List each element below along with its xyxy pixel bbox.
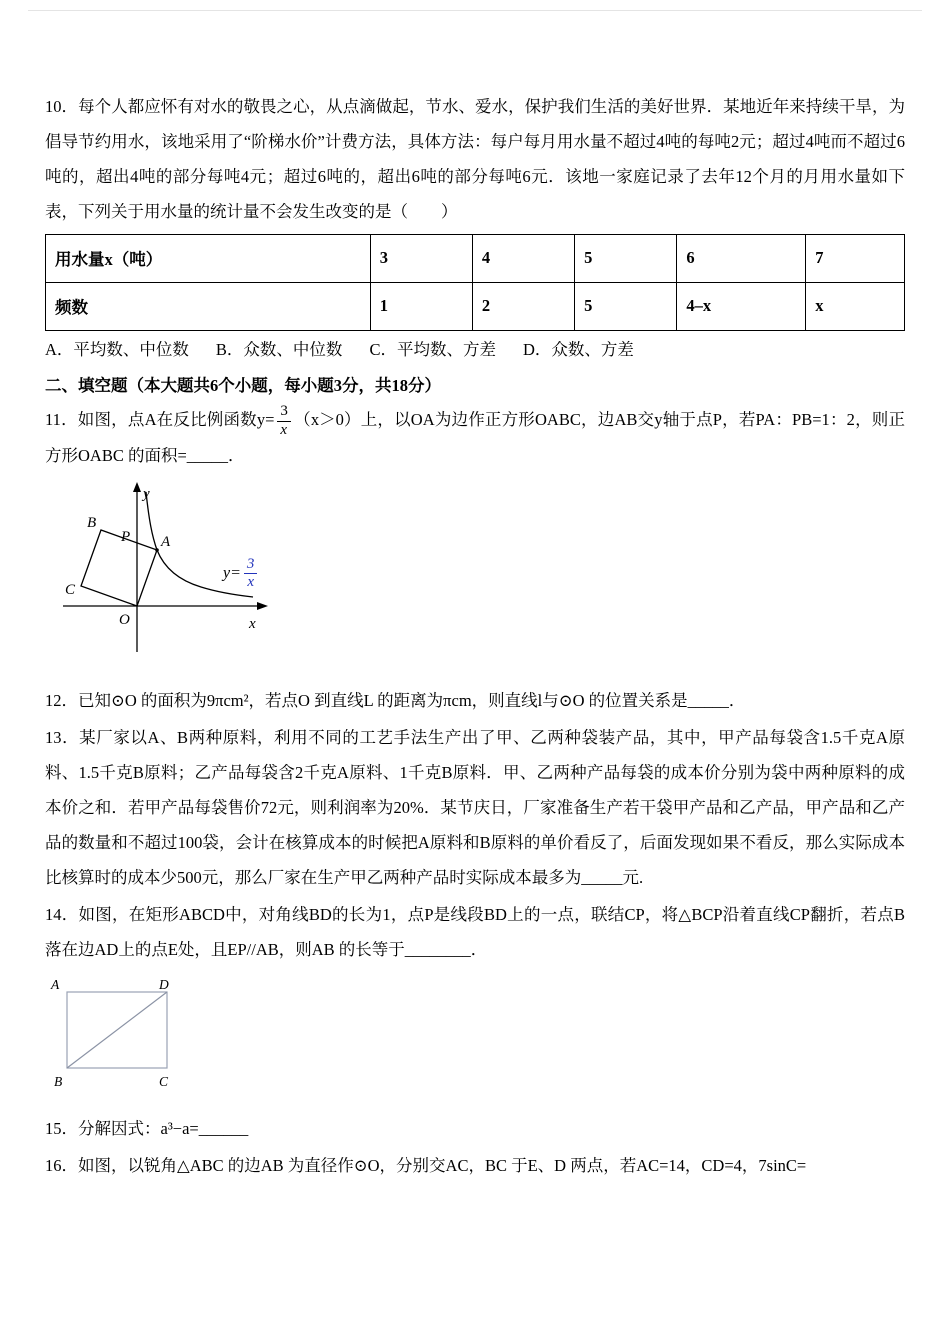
point-A-label: A xyxy=(51,976,60,992)
option-a: A．平均数、中位数 xyxy=(45,339,189,359)
curve-equation-prefix: y= xyxy=(223,564,241,582)
table-cell-value: x xyxy=(806,282,905,330)
question-11-figure xyxy=(53,480,323,672)
fraction-denominator: x xyxy=(244,573,258,591)
inline-fraction xyxy=(277,403,291,439)
point-A-label: A xyxy=(161,533,171,550)
question-13-text: 13．某厂家以A、B两种原料，利用不同的工艺手法生产出了甲、乙两种袋装产品，其中，甲产品每袋含1.5千克A原料、1.5千克B原料；乙产品每袋含2千克A原料、1千克B原料．甲、乙两种产品每袋的成本价分别为袋中两种原料的成本价之和．若甲产品每袋售价72元，则利润率为20%．某节庆日，厂家准备生产若干袋甲产品和乙产品，甲产品和乙产品的数量和不超过100袋，会计在核算成本的时候把A原料和B原料的单价看反了，后面发现如果不看反，那么实际成本比核算时的成本少500元，那么厂家在生产甲乙两种产品时实际成本最多为_____元. xyxy=(45,727,905,887)
table-cell-value: 3 xyxy=(370,234,472,282)
question-15-text: 15．分解因式：a³−a=______ xyxy=(45,1118,249,1138)
rectangle-figure xyxy=(47,976,207,1096)
option-b: B．众数、中位数 xyxy=(215,339,343,359)
question-11-text xyxy=(45,403,905,474)
section-2-header: 二、填空题（本大题共6个小题，每小题3分，共18分） xyxy=(45,375,441,395)
table-cell-value: 6 xyxy=(677,234,806,282)
question-12-text: 12．已知⊙O 的面积为9πcm²，若点O 到直线L 的距离为πcm，则直线l与⊙O 的位置关系是_____． xyxy=(45,690,746,710)
table-cell-value: 2 xyxy=(472,282,574,330)
table-cell-value: 7 xyxy=(806,234,905,282)
table-cell-value: 5 xyxy=(575,234,677,282)
question-10-table xyxy=(45,234,905,331)
table-cell-value: 4–x xyxy=(677,282,806,330)
point-P-label: P xyxy=(121,528,131,545)
option-d: D．众数、方差 xyxy=(522,339,634,359)
question-14-text: 14．如图，在矩形ABCD中，对角线BD的长为1，点P是线段BD上的一点，联结CP，将△BCP沿着直线CP翻折，若点B落在边AD上的点E处，且EP//AB，则AB 的长等于________． xyxy=(45,904,905,959)
option-c: C．平均数、方差 xyxy=(369,339,496,359)
point-D-label: D xyxy=(159,976,169,992)
question-10-options xyxy=(45,333,905,368)
question-11-text-part2: （x＞0）上，以OA为边作正方形OABC，边AB交y轴于点P，若PA：PB=1：2，则正方形OABC 的面积=_____． xyxy=(45,409,905,465)
curve-equation-label xyxy=(223,556,260,592)
square-OABC xyxy=(81,530,157,606)
point-C-label: C xyxy=(159,1073,169,1089)
point-B-label: B xyxy=(87,514,97,531)
question-16-text: 16．如图，以锐角△ABC 的边AB 为直径作⊙O，分别交AC，BC 于E、D 两点，若AC=14，CD=4，7sinC= xyxy=(45,1155,807,1175)
table-cell-value: 5 xyxy=(575,282,677,330)
fraction-numerator: 3 xyxy=(280,403,288,420)
curve-equation-fraction xyxy=(244,556,258,592)
fraction-denominator: x xyxy=(277,421,291,439)
table-cell-value: 1 xyxy=(370,282,472,330)
y-axis-arrow-icon xyxy=(133,482,141,492)
diagonal-BD xyxy=(67,992,167,1068)
coordinate-figure xyxy=(53,480,303,672)
question-11-text-part1: 11．如图，点A在反比例函数y= xyxy=(45,409,275,429)
x-axis-arrow-icon xyxy=(257,602,268,610)
x-axis-label: x xyxy=(249,615,256,632)
point-B-label: B xyxy=(54,1073,63,1089)
table-cell-water-usage-label: 用水量x（吨） xyxy=(46,234,371,282)
fraction-numerator: 3 xyxy=(246,555,255,572)
table-row-water-usage xyxy=(46,234,905,282)
page-top-rule xyxy=(28,10,922,11)
table-cell-value: 4 xyxy=(472,234,574,282)
table-row-frequency xyxy=(46,282,905,330)
table-cell-frequency-label: 频数 xyxy=(46,282,371,330)
y-axis-label: y xyxy=(143,485,150,502)
question-10-text: 10．每个人都应怀有对水的敬畏之心，从点滴做起，节水、爱水，保护我们生活的美好世界．某地近年来持续干旱，为倡导节约用水，该地采用了“阶梯水价”计费方法，具体方法：每户每月用水量不超过4吨的每吨2元；超过4吨而不超过6吨的，超出4吨的部分每吨4元；超过6吨的，超出6吨的部分每吨6元．该地一家庭记录了去年12个月的月用水量如下表，下列关于用水量的统计量不会发生改变的是（ ） xyxy=(45,97,905,221)
point-O-label: O xyxy=(119,611,130,628)
question-14-figure xyxy=(47,976,207,1096)
point-C-label: C xyxy=(65,581,76,598)
point-A-dot xyxy=(155,548,159,552)
